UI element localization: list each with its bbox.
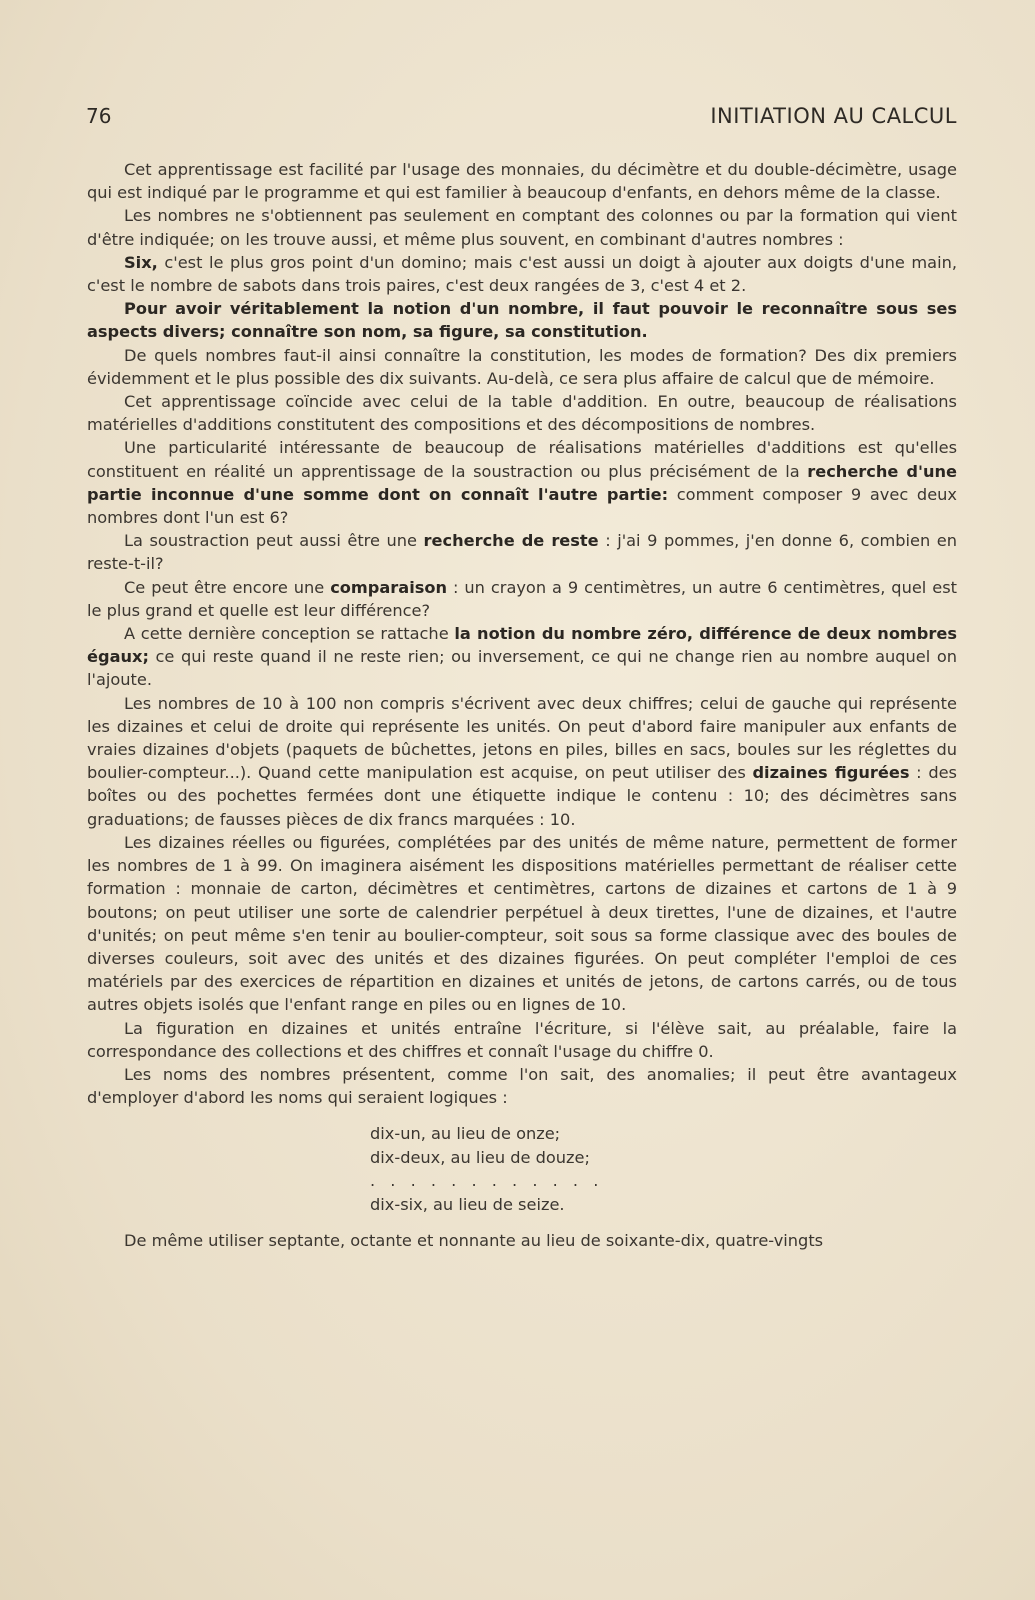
page-body bbox=[87, 158, 957, 1252]
paragraph bbox=[87, 251, 957, 297]
bold-term: la notion du nombre zéro, différence de deux nombres égaux; bbox=[87, 624, 957, 667]
paragraph: Cet apprentissage coïncide avec celui de la table d'addition. En outre, beaucoup de réalisations matérielles d'additions constitutent des compositions et des décompositions de nombres. bbox=[87, 392, 957, 435]
paragraph-text: : un crayon a 9 centimètres, un autre 6 centimètres, quel est le plus grand et quelle est leur différence? bbox=[87, 577, 957, 620]
paragraph: Les noms des nombres présentent, comme l'on sait, des anomalies; il peut être avantageux d'employer d'abord les noms qui seraient logiques : bbox=[87, 1064, 957, 1108]
paragraph-text: Les nombres de 10 à 100 non compris s'écrivent avec deux chiffres; celui de gauche qui représente les dizaines et celui de droite qui représente les unités. On peut d'abord faire manipuler aux enfants de vraies dizaines d'objets (paquets de bûchettes, jetons en piles, billes en sacs, boules sur les réglettes du boulier-compteur...). Quand cette manipulation est acquise, on peut utiliser des bbox=[87, 693, 957, 783]
bold-term: recherche de reste bbox=[423, 531, 599, 551]
bold-term: recherche d'une partie inconnue d'une somme dont on connaît l'autre partie: bbox=[87, 461, 957, 504]
paragraph-text: : j'ai 9 pommes, j'en donne 6, combien en reste-t-il? bbox=[87, 531, 958, 574]
paragraph bbox=[87, 622, 957, 692]
paragraph-text: Ce peut être encore une bbox=[124, 577, 331, 597]
running-title: INITIATION AU CALCUL bbox=[710, 104, 957, 128]
paragraph-text: : des boîtes ou des pochettes fermées dont une étiquette indique le contenu : 10; des décimètres sans graduations; de fausses pièces de dix francs marquées : 10. bbox=[87, 763, 957, 829]
paragraph-text: comment composer 9 avec deux nombres dont l'un est 6? bbox=[87, 484, 957, 528]
paragraph-text: c'est le plus gros point d'un domino; mais c'est aussi un doigt à ajouter aux doigts d'une main, c'est le nombre de sabots dans trois paires, c'est deux rangées de 3, c'est 4 et 2. bbox=[87, 252, 957, 296]
examples-list bbox=[370, 1122, 957, 1216]
paragraph bbox=[87, 692, 957, 831]
page-header bbox=[86, 104, 957, 128]
paragraph: Cet apprentissage est facilité par l'usage des monnaies, du décimètre et du double-décimètre, usage qui est indiqué par le programme et qui est familier à beaucoup d'enfants, en dehors même de la classe. bbox=[87, 160, 957, 203]
example-line: dix-un, au lieu de onze; bbox=[370, 1124, 561, 1144]
paragraph: La figuration en dizaines et unités entraîne l'écriture, si l'élève sait, au préalable, faire la correspondance des collections et des chiffres et connaît l'usage du chiffre 0. bbox=[87, 1018, 957, 1061]
paragraph: De quels nombres faut-il ainsi connaître la constitution, les modes de formation? Des dix premiers évidemment et le plus possible des dix suivants. Au-delà, ce sera plus affaire de calcul que de mémoire. bbox=[87, 345, 957, 388]
bold-term: comparaison bbox=[330, 577, 448, 597]
example-line: dix-deux, au lieu de douze; bbox=[370, 1147, 590, 1167]
paragraph: Les nombres ne s'obtiennent pas seulement en comptant des colonnes ou par la formation qui vient d'être indiquée; on les trouve aussi, et même plus souvent, en combinant d'autres nombres : bbox=[87, 206, 957, 249]
page-number: 76 bbox=[86, 104, 112, 128]
paragraph: Les dizaines réelles ou figurées, complétées par des unités de même nature, permettent de former les nombres de 1 à 99. On imaginera aisément les dispositions matérielles permettant de réaliser cette formation : monnaie de carton, décimètres et centimètres, cartons de dizaines et cartons de 1 à 9 boutons; on peut utiliser une sorte de calendrier perpétuel à deux tirettes, l'une de dizaines, et l'autre d'unités; on peut même s'en tenir au boulier-compteur, soit sous sa forme classique avec des boules de diverses couleurs, soit avec des unités et des dizaines figurées. On peut compléter l'emploi de ces matériels par des exercices de répartition en dizaines et unités de jetons, de cartons carrés, ou de tous autres objets isolés que l'enfant range en piles ou en lignes de 10. bbox=[87, 832, 957, 1015]
paragraph-text: Une particularité intéressante de beaucoup de réalisations matérielles d'additions est qu'elles constituent en réalité un apprentissage de la soustraction ou plus précisément de la bbox=[87, 438, 957, 481]
paragraph-text: A cette dernière conception se rattache bbox=[124, 624, 455, 644]
paragraph-text: La soustraction peut aussi être une bbox=[124, 531, 424, 551]
paragraph bbox=[87, 297, 957, 343]
bold-term: Six, bbox=[124, 252, 158, 272]
example-line: dix-six, au lieu de seize. bbox=[370, 1194, 565, 1214]
paragraph-text: ce qui reste quand il ne reste rien; ou inversement, ce qui ne change rien au nombre auquel on l'ajoute. bbox=[87, 647, 957, 690]
ellipsis-dots: . . . . . . . . . . . . bbox=[370, 1171, 604, 1191]
bold-term: dizaines figurées bbox=[752, 763, 910, 783]
paragraph: De même utiliser septante, octante et nonnante au lieu de soixante-dix, quatre-vingts bbox=[124, 1230, 824, 1250]
paragraph bbox=[87, 529, 957, 575]
paragraph bbox=[87, 576, 957, 622]
bold-statement: Pour avoir véritablement la notion d'un nombre, il faut pouvoir le reconnaître sous ses aspects divers; connaître son nom, sa figure, sa constitution. bbox=[87, 299, 957, 342]
paragraph bbox=[87, 436, 957, 529]
